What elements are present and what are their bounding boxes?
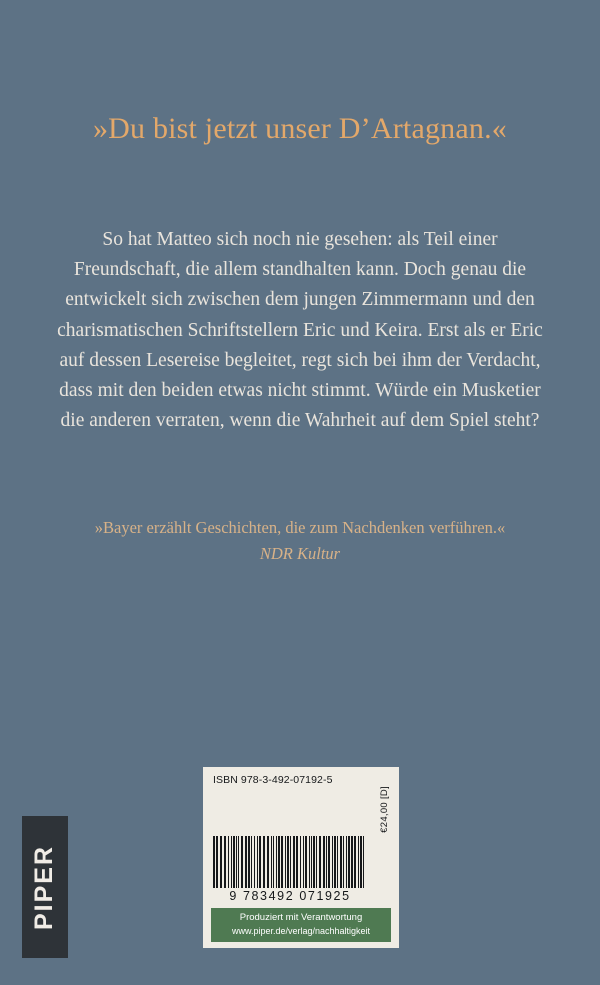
barcode-block: [203, 767, 399, 948]
barcode-digits: 9 783492 071925: [229, 889, 351, 904]
blurb-paragraph: So hat Matteo sich noch nie gesehen: als Teil einer Freundschaft, die allem standhalten kann. Doch genau die entwickelt sich zwischen dem jungen Zimmermann und den charismatischen Schriftstellern Eric und Keira. Erst als er Eric auf dessen Lesereise begleitet, regt sich bei ihm der Verdacht, dass mit den beiden etwas nicht stimmt. Würde ein Musketier die anderen verraten, wenn die Wahrheit auf dem Spiel steht?: [57, 229, 543, 432]
price-label: €24,00 [D]: [379, 786, 390, 834]
eco-notice-line2: www.piper.de/verlag/nachhaltigkeit: [231, 925, 371, 936]
isbn-label: ISBN 978-3-492-07192-5: [213, 774, 333, 787]
press-quote: [0, 515, 600, 568]
headline-quote: »Du bist jetzt unser D’Artagnan.«: [92, 112, 507, 145]
eco-notice: [211, 908, 391, 942]
publisher-logo-label: PIPER: [30, 844, 59, 930]
publisher-logo: [22, 816, 68, 958]
press-quote-source: NDR Kultur: [259, 544, 341, 564]
barcode-header: [211, 774, 391, 833]
press-quote-text: »Bayer erzählt Geschichten, die zum Nachdenken verführen.«: [94, 518, 506, 537]
blurb-text: [0, 225, 600, 437]
eco-notice-line1: Produziert mit Verantwortung: [239, 912, 363, 924]
barcode-bars: [211, 836, 391, 888]
